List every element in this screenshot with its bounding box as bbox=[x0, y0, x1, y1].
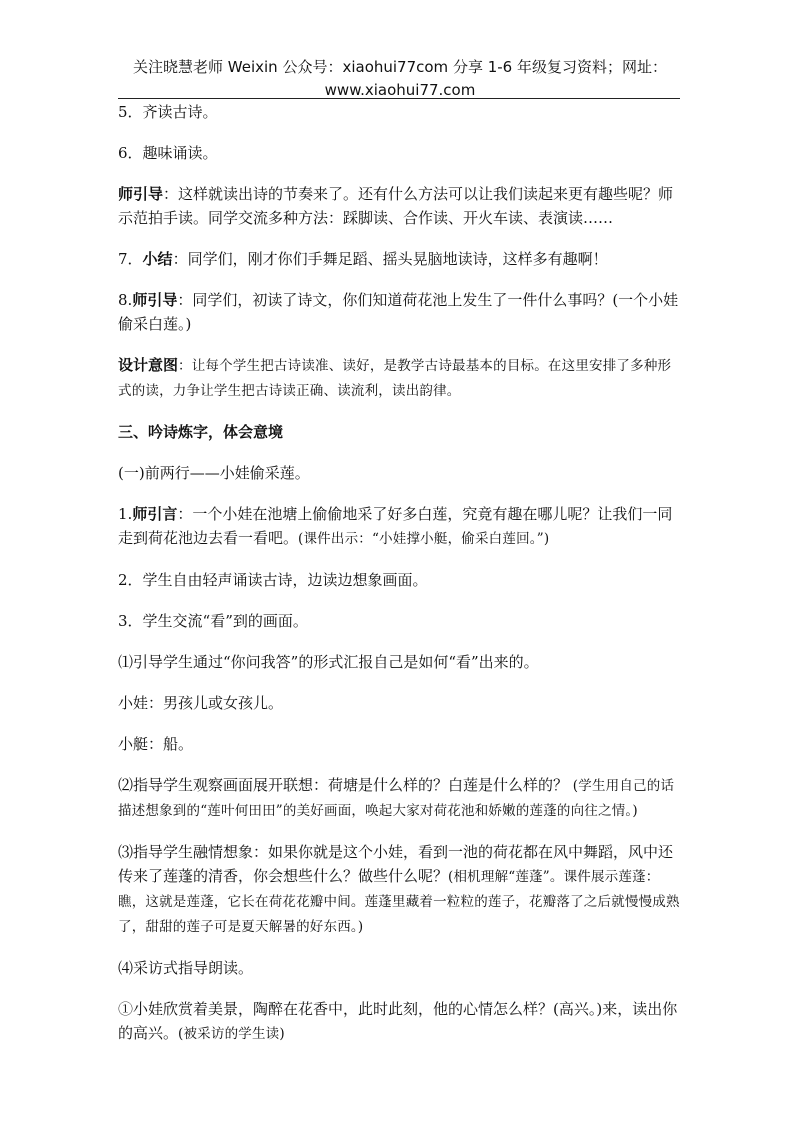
paragraph-item-1: ⑴引导学生通过“你问我答”的形式汇报自己是如何“看”出来的。 bbox=[118, 653, 539, 671]
label-summary: 小结 bbox=[142, 250, 173, 268]
paragraph-step-8 bbox=[118, 288, 684, 336]
text-teacher-intro: ：一个小娃在池塘上偷偷地采了好多白莲，究竟有趣在哪儿呢？让我们一同走到荷花池边去看一看吧。 bbox=[118, 505, 673, 547]
paragraph-xiaowa: 小娃：男孩儿或女孩儿。 bbox=[118, 694, 284, 712]
intro-number: 1. bbox=[118, 505, 133, 523]
paragraph-item-4: ⑷采访式指导朗读。 bbox=[118, 959, 254, 977]
step-8-number: 8. bbox=[118, 291, 133, 309]
note-item-4-1: (被采访的学生读) bbox=[178, 1026, 285, 1042]
text-design-intent: ：让每个学生把古诗读准、读好，是教学古诗最基本的目标。在这里安排了多种形式的读，力争让学生把古诗读正确、读流利，读出韵律。 bbox=[118, 358, 672, 399]
text-teacher-guide: ：这样就读出诗的节奏来了。还有什么方法可以让我们读起来更有趣些呢？师示范拍手读。同学交流多种方法：踩脚读、合作读、开火车读、表演读…… bbox=[118, 185, 674, 227]
paragraph-item-3 bbox=[118, 840, 684, 939]
document-body bbox=[118, 100, 684, 1046]
paragraph-step-6: 6．趣味诵读。 bbox=[118, 144, 218, 162]
paragraph-summary bbox=[118, 247, 684, 271]
text-item-2: ⑵指导学生观察画面展开联想：荷塘是什么样的？白莲是什么样的？ bbox=[118, 776, 573, 794]
paragraph-item-4-1 bbox=[118, 997, 684, 1046]
subsection-heading-1: (一)前两行——小娃偷采莲。 bbox=[118, 464, 310, 482]
paragraph-xiaoting: 小艇：船。 bbox=[118, 735, 194, 753]
text-item-3: ⑶指导学生融情想象：如果你就是这个小娃，看到一池的荷花都在风中舞蹈，风中还传来了莲蓬的清香，你会想些什么？做些什么呢？ bbox=[118, 843, 674, 885]
label-design-intent: 设计意图 bbox=[118, 356, 179, 374]
note-item-3: (相机理解“莲蓬”。课件展示莲蓬：瞧，这就是莲蓬，它长在荷花花瓣中间。莲蓬里藏着一粒粒的莲子，花瓣落了之后就慢慢成熟了，甜甜的莲子可是夏天解暑的好东西。) bbox=[118, 869, 680, 935]
label-teacher-guide-2: 师引导 bbox=[132, 291, 178, 309]
label-teacher-guide: 师引导 bbox=[118, 185, 164, 203]
note-courseware: (课件出示：“小娃撑小艇，偷采白莲回。”) bbox=[298, 531, 550, 547]
paragraph-step-3: 3．学生交流“看”到的画面。 bbox=[118, 612, 308, 630]
page-header bbox=[0, 56, 800, 102]
text-step-8: ：同学们，初读了诗文，你们知道荷花池上发生了一件什么事吗？(一个小娃偷采白莲。) bbox=[118, 291, 679, 333]
section-heading-3: 三、吟诗炼字，体会意境 bbox=[118, 423, 284, 441]
paragraph-teacher-intro bbox=[118, 502, 684, 551]
paragraph-step-5: 5．齐读古诗。 bbox=[118, 103, 218, 121]
paragraph-step-2: 2．学生自由轻声诵读古诗，边读边想象画面。 bbox=[118, 571, 428, 589]
label-teacher-intro: 师引言 bbox=[132, 505, 178, 523]
paragraph-teacher-guide bbox=[118, 182, 684, 230]
header-divider bbox=[118, 98, 680, 99]
text-summary: ：同学们，刚才你们手舞足蹈、摇头晃脑地读诗，这样多有趣啊！ bbox=[172, 250, 608, 268]
header-line-2: www.xiaohui77.com bbox=[324, 81, 476, 99]
header-line-1: 关注晓慧老师 Weixin 公众号：xiaohui77com 分享 1-6 年级复习资料；网址： bbox=[133, 58, 667, 76]
summary-number: 7． bbox=[118, 250, 143, 268]
paragraph-item-2 bbox=[118, 773, 684, 823]
note-item-2: (学生用自己的话描述想象到的“莲叶何田田”的美好画面，唤起大家对荷花池和娇嫩的莲蓬的向往之情。) bbox=[118, 778, 675, 819]
text-item-4-1: ①小娃欣赏着美景，陶醉在花香中，此时此刻，他的心情怎么样？(高兴。)来，读出你的高兴。 bbox=[118, 1000, 678, 1042]
paragraph-design-intent bbox=[118, 353, 684, 403]
